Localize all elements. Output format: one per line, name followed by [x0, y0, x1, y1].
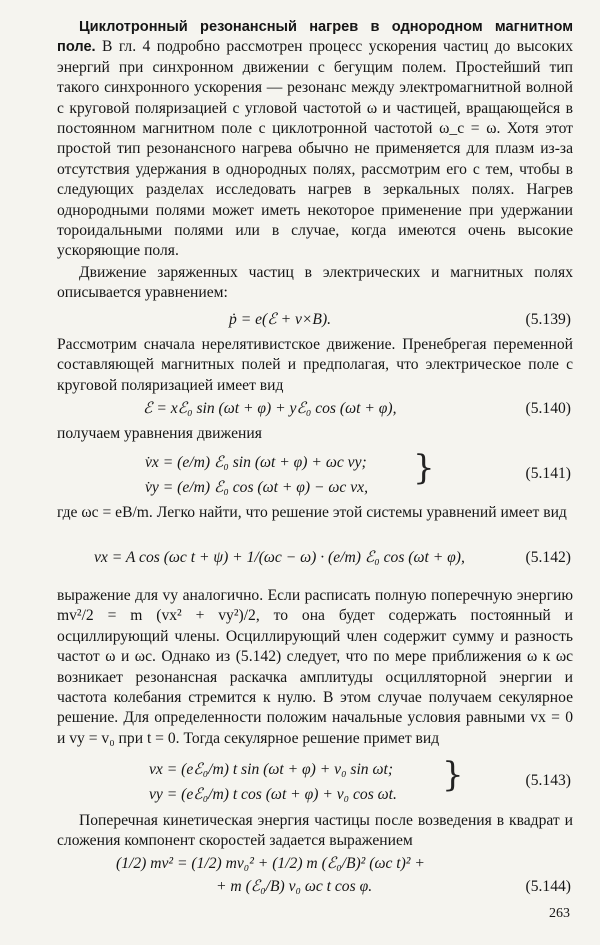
equation-5-143-number — [0, 770, 600, 792]
equation-body: ṗ = e(ℰ + v×B). — [229, 311, 332, 328]
paragraph-solution: где ωc = eB/m. Легко найти, что решение этой системы уравнений имеет вид — [57, 504, 567, 521]
equation-5-141-number — [0, 463, 600, 485]
equation-number: (5.139) — [525, 311, 571, 328]
right-brace-icon: } — [413, 448, 435, 488]
paragraph-intro-text: В гл. 4 подробно рассмотрен процесс ускорения частиц до высоких энергий при синхронном движении с бегущим полем. Простейший тип такого синхронного ускорения — резонанс между электромагнитной волной с круговой поляризацией с угловой частотой ω и частицей, вращающейся в постоянном магнитном поле с циклотронной частотой ω_c = ω. Хотя этот простой тип резонансного нагрева обычно не применяется для плазм из-за отсутствия удержания в однородных полях, рассмотрим его с тем, чтобы в следующих разделах исследовать нагрев в зеркальных полях. Нагрев однородными полями может иметь некоторое применение при удержании тороидальными полями или в случае, когда имеются очень высокие ускоряющие поля. — [57, 38, 573, 260]
equation-number: (5.142) — [525, 549, 571, 566]
equation-body: v̇y = (e/m) ℰ₀ cos (ωt + φ) − ωc vx, — [145, 479, 368, 496]
equation-5-140 — [0, 398, 600, 420]
equation-body: ℰ = xℰ₀ sin (ωt + φ) + yℰ₀ cos (ωt + φ), — [143, 400, 397, 417]
page-number: 263 — [549, 906, 570, 921]
equation-5-139 — [0, 309, 600, 331]
equation-body: v̇x = (e/m) ℰ₀ sin (ωt + φ) + ωc vy; — [145, 454, 367, 471]
paragraph-resonance: выражение для vy аналогично. Если расписать полную поперечную энергию mv²/2 = m (vx² + vy²)/2, то она будет содержать постоянный и осциллирующий члены. Осциллирующий член содержит сумму и разность частот ω и ωc. Однако из (5.142) следует, что по мере приближения ω к ωc возникает резонансная раскачка амплитуды осцилляторной энергии и частота колебания стремится к нулю. В этом случае получаем секулярное решение. Для определенности положим начальные условия равными vx = 0 и vy = v₀ при t = 0. Тогда секулярное решение примет вид — [57, 587, 573, 747]
equation-5-144a — [0, 853, 600, 875]
equation-body: vx = (eℰ₀/m) t sin (ωt + φ) + v₀ sin ωt; — [149, 761, 394, 778]
paragraph-kinetic-energy: Поперечная кинетическая энергия частицы после возведения в квадрат и сложения компонент скоростей задается выражением — [57, 812, 573, 850]
equation-number: (5.143) — [525, 772, 571, 789]
equation-body: vy = (eℰ₀/m) t cos (ωt + φ) + v₀ cos ωt. — [149, 786, 397, 803]
paragraph-nonrelativistic: Рассмотрим сначала нерелятивистское движение. Пренебрегая переменной составляющей магнитных полей и предполагая, что электрическое поле с круговой поляризацией имеет вид — [57, 336, 573, 394]
right-brace-icon: } — [442, 755, 464, 795]
equation-number: (5.144) — [525, 878, 571, 895]
section-heading: Циклотронный резонансный нагрев в однородном магнитном поле. — [57, 19, 573, 56]
equation-number: (5.141) — [525, 465, 571, 482]
equation-body: + m (ℰ₀/B) v₀ ωc t cos φ. — [216, 878, 373, 895]
paragraph-intro — [57, 17, 573, 262]
paragraph-equations-of-motion: получаем уравнения движения — [57, 425, 262, 442]
equation-5-144b — [0, 876, 600, 898]
equation-5-142 — [0, 547, 600, 569]
equation-number: (5.140) — [525, 400, 571, 417]
equation-body: vx = A cos (ωc t + ψ) + 1/(ωc − ω) · (e/m) ℰ₀ cos (ωt + φ), — [94, 549, 465, 566]
equation-body: (1/2) mv² = (1/2) mv₀² + (1/2) m (ℰ₀/B)² (ωc t)² + — [116, 855, 425, 872]
paragraph-motion: Движение заряженных частиц в электрических и магнитных полях описывается уравнением: — [57, 264, 573, 302]
